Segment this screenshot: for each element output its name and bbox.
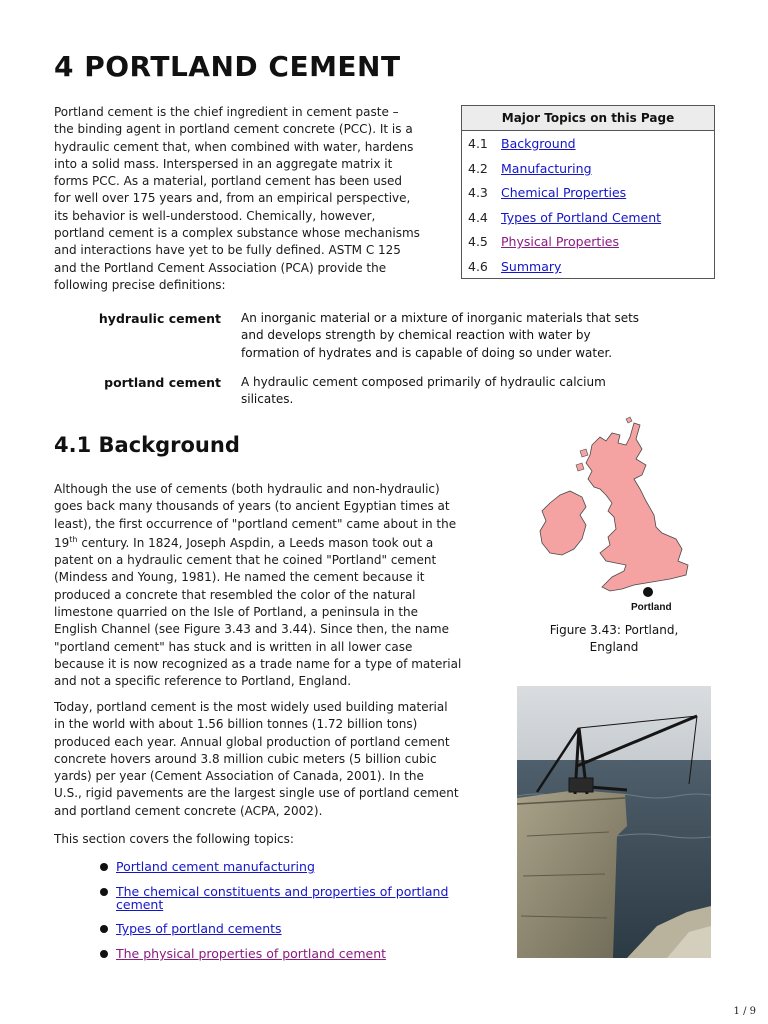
topic-link-manufacturing[interactable]: Manufacturing [501, 161, 592, 176]
definition-term-portland-cement: portland cement [104, 375, 221, 390]
figure-caption-3-43: Figure 3.43: Portland, England [549, 623, 679, 654]
topics-intro: This section covers the following topics: [54, 832, 294, 846]
major-topics-header: Major Topics on this Page [462, 106, 714, 131]
crane-photo-image [517, 686, 711, 958]
bullet-link-chemical[interactable]: The chemical constituents and properties of portland cement [116, 884, 449, 912]
topic-item-physical-properties: 4.5 Physical Properties [468, 234, 619, 249]
topic-item-manufacturing: 4.2 Manufacturing [468, 161, 592, 176]
page-number: 1 / 9 [733, 1006, 756, 1017]
bullet-dot [100, 925, 108, 933]
great-britain-shape [586, 423, 688, 591]
bullet-link-manufacturing[interactable]: Portland cement manufacturing [116, 859, 315, 874]
map-label-portland: Portland [631, 602, 672, 613]
bullet-dot [100, 863, 108, 871]
topic-link-summary[interactable]: Summary [501, 259, 562, 274]
topic-link-types[interactable]: Types of Portland Cement [501, 210, 662, 225]
topic-item-background: 4.1 Background [468, 136, 576, 151]
bullet-item-manufacturing [101, 860, 481, 873]
uk-map-image [530, 415, 700, 615]
bullet-dot [100, 950, 108, 958]
page-title: 4 PORTLAND CEMENT [54, 50, 401, 83]
bullet-link-types[interactable]: Types of portland cements [116, 921, 282, 936]
background-paragraph-2: Today, portland cement is the most widely used building material in the world with about 1.56 billion tonnes (1.72 billion tons) produced each year. Annual global production of portland cement concrete hovers around 3.8 million cubic meters (5 billion cubic yards) per year (Cement Association of Canada, 2001). In the U.S., rigid pavements are the largest single use of portland cement and portland cement concrete (ACPA, 2002). [54, 700, 459, 818]
definition-term-hydraulic-cement: hydraulic cement [98, 311, 221, 326]
definition-text-hydraulic-cement: An inorganic material or a mixture of inorganic materials that sets and develops strength by chemical reaction with water by formation of hydrates and is capable of doing so under water. [241, 311, 640, 360]
topic-item-chemical-properties: 4.3 Chemical Properties [468, 185, 627, 200]
bullet-link-physical[interactable]: The physical properties of portland cement [116, 946, 387, 961]
portland-crane-photo [517, 686, 711, 958]
background-paragraph-1: Although the use of cements (both hydraulic and non-hydraulic) goes back many thousands of years (to ancient Egyptian times at least), the first occurrence of "portland cement" came about in the 19th century. In 1824, Joseph Aspdin, a Leeds mason took out a patent on a hydraulic cement that he coined "Portland" cement (Mindess and Young, 1981). He named the cement because it produced a concrete that resembled the color of the natural limestone quarried on the Isle of Portland, a peninsula in the English Channel (see Figure 3.43 and 3.44). Since then, the name "portland cement" has stuck and is written in all lower case because it is now recognized as a trade name for a type of material and not a specific reference to Portland, England. [54, 482, 462, 689]
topic-item-summary: 4.6 Summary [468, 259, 562, 274]
definition-text-portland-cement: A hydraulic cement composed primarily of hydraulic calcium silicates. [241, 375, 606, 407]
intro-paragraph: Portland cement is the chief ingredient in cement paste – the binding agent in portland cement concrete (PCC). It is a hydraulic cement that, when combined with water, hardens into a solid mass. Interspersed in an aggregate matrix it forms PCC. As a material, portland cement has been used for well over 175 years and, from an empirical perspective, its behavior is well-understood. Chemically, however, portland cement is a complex substance whose mechanisms and interactions have yet to be fully defined. ASTM C 125 and the Portland Cement Association (PCA) provide the following precise definitions: [54, 105, 420, 292]
topic-link-background[interactable]: Background [501, 136, 576, 151]
major-topics-box [461, 105, 715, 279]
uk-map-figure [530, 415, 700, 615]
bullet-item-physical [101, 947, 481, 960]
portland-location-marker [643, 587, 653, 597]
topic-link-physical-properties[interactable]: Physical Properties [501, 234, 619, 249]
ireland-shape [540, 491, 586, 555]
bullet-item-chemical [101, 885, 481, 911]
topic-link-chemical-properties[interactable]: Chemical Properties [501, 185, 627, 200]
section-title-background: 4.1 Background [54, 433, 240, 457]
topic-item-types: 4.4 Types of Portland Cement [468, 210, 662, 225]
bullet-dot [100, 888, 108, 896]
bullet-item-types [101, 922, 481, 935]
